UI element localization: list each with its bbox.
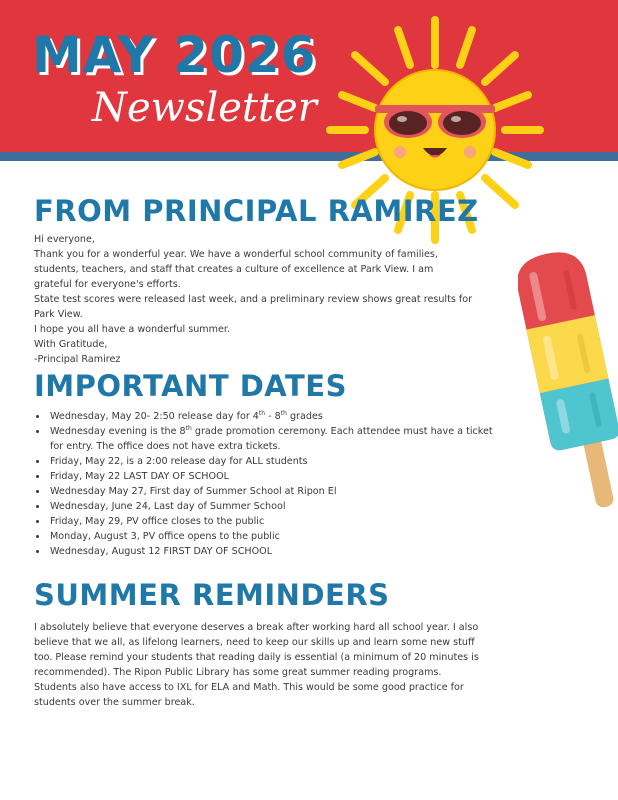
list-item: • Wednesday May 27, First day of Summer School at Ripon El	[48, 484, 508, 499]
principal-line: State test scores were released last week, and a preliminary review shows great results for Park View.	[34, 294, 473, 320]
list-item: • Friday, May 29, PV office closes to the public	[48, 514, 508, 529]
reminders-text	[34, 620, 494, 710]
dates-heading: IMPORTANT DATES	[34, 369, 347, 403]
list-item: • Wednesday evening is the 8th grade promotion ceremony. Each attendee must have a ticket for entry. The office does not have extra tickets.	[48, 424, 508, 454]
list-item: • Wednesday, June 24, Last day of Summer School	[48, 499, 508, 514]
list-item: • Friday, May 22 LAST DAY OF SCHOOL	[48, 469, 508, 484]
principal-line: With Gratitude,	[34, 339, 108, 350]
principal-line: Thank you for a wonderful year. We have a wonderful school community of families, students, teachers, and staff that creates a culture of excellence at Park View. I am grateful for everyone's efforts.	[34, 249, 438, 290]
principal-message	[34, 232, 474, 367]
reminders-line: Students also have access to IXL for ELA and Math. This would be some good practice for students over the summer break.	[34, 682, 464, 708]
reminders-line: I absolutely believe that everyone deserves a break after working hard all school year. I also believe that we all, as lifelong learners, need to keep our skills up and learn some new stuff too. Please remind your students that reading daily is essential (a minimum of 20 minutes is recommended). The Ripon Public Library has some great summer reading programs.	[34, 622, 479, 678]
newsletter-title: MAY 2026	[32, 26, 317, 84]
newsletter-subtitle: Newsletter	[92, 85, 317, 131]
list-item: • Wednesday, August 12 FIRST DAY OF SCHOOL	[48, 544, 508, 559]
reminders-heading: SUMMER REMINDERS	[34, 578, 390, 612]
dates-list	[34, 409, 508, 559]
principal-line: I hope you all have a wonderful summer.	[34, 324, 231, 335]
list-item: • Monday, August 3, PV office opens to the public	[48, 529, 508, 544]
list-item: • Wednesday, May 20- 2:50 release day for 4th - 8th grades	[48, 409, 508, 424]
principal-line: -Principal Ramirez	[34, 354, 121, 365]
principal-line: Hi everyone,	[34, 234, 95, 245]
list-item: • Friday, May 22, is a 2:00 release day for ALL students	[48, 454, 508, 469]
principal-heading: FROM PRINCIPAL RAMIREZ	[34, 194, 479, 228]
popsicle-icon	[518, 240, 618, 520]
